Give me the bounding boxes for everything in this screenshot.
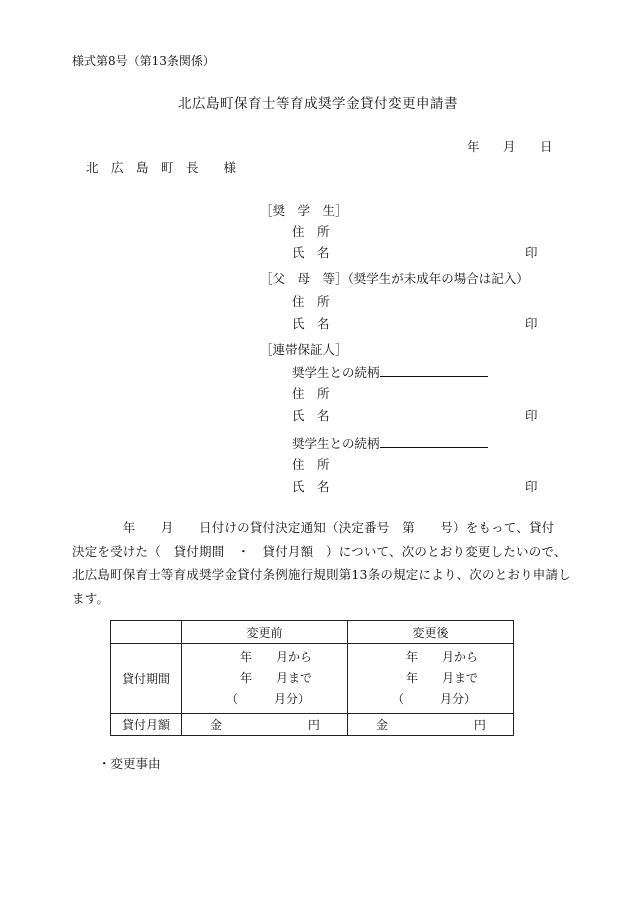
period-from: 年 月から [240, 650, 313, 664]
student-address-label: 住 所 [292, 224, 330, 239]
parent-address-label: 住 所 [292, 294, 330, 309]
period-before-cell [182, 644, 348, 714]
guarantor-seal-mark-1: 印 [525, 408, 538, 423]
relation-blank-line [380, 435, 488, 448]
change-table [110, 620, 514, 736]
guarantor-relation-1 [292, 364, 488, 380]
relation-label: 奨学生との続柄 [292, 436, 380, 451]
monthly-after-cell [348, 714, 514, 736]
change-reason-label: ・変更事由 [98, 756, 161, 771]
page-title: 北広島町保育士等育成奨学金貸付変更申請書 [178, 96, 458, 112]
period-to: 年 月まで [240, 671, 313, 685]
currency-prefix: 金 [376, 718, 389, 732]
period-months: （ 月分） [392, 692, 477, 706]
guarantor-label: ［連帯保証人］ [260, 342, 348, 357]
guarantor-name-label-2: 氏 名 [292, 479, 330, 494]
table-row-period [111, 644, 514, 714]
body-line: 北広島町保育士等育成奨学金貸付条例施行規則第13条の規定により、次のとおり申請し [72, 567, 571, 582]
monthly-before-cell [182, 714, 348, 736]
body-line: 決定を受けた（ 貸付期間 ・ 貸付月額 ）について、次のとおり変更したいので、 [72, 543, 567, 559]
currency-unit: 円 [473, 718, 486, 732]
guarantor-name-label-1: 氏 名 [292, 408, 330, 423]
student-seal-mark: 印 [525, 245, 538, 260]
student-label: ［奨 学 生］ [260, 203, 348, 218]
body-line: ます。 [72, 590, 110, 606]
student-name-label: 氏 名 [292, 245, 330, 260]
period-after-cell [348, 644, 514, 714]
date-month: 月 [503, 139, 516, 154]
date-year: 年 [467, 139, 480, 154]
header-cell-before: 変更前 [182, 621, 348, 644]
relation-blank-line [380, 364, 488, 377]
guarantor-relation-2 [292, 435, 488, 451]
currency-unit: 円 [307, 718, 320, 732]
currency-prefix: 金 [210, 718, 223, 732]
addressee: 北 広 島 町 長 様 [86, 160, 237, 175]
period-label: 貸付期間 [111, 644, 182, 714]
body-line: 年 月 日付けの貸付決定通知（決定番号 第 号）をもって、貸付 [72, 520, 555, 535]
parent-label: ［父 母 等］（奨学生が未成年の場合は記入） [260, 271, 529, 286]
guarantor-seal-mark-2: 印 [525, 479, 538, 494]
period-to: 年 月まで [406, 671, 479, 685]
body-paragraph [72, 516, 571, 610]
date-day: 日 [540, 139, 553, 154]
parent-name-label: 氏 名 [292, 316, 330, 331]
table-row-monthly [111, 714, 514, 736]
header-cell-empty [111, 621, 182, 644]
form-number: 様式第8号（第13条関係） [72, 54, 215, 68]
period-from: 年 月から [406, 650, 479, 664]
relation-label: 奨学生との続柄 [292, 365, 380, 380]
monthly-label: 貸付月額 [111, 714, 182, 736]
guarantor-address-label-2: 住 所 [292, 457, 330, 472]
period-months: （ 月分） [226, 692, 311, 706]
guarantor-address-label-1: 住 所 [292, 386, 330, 401]
parent-seal-mark: 印 [525, 316, 538, 331]
table-header-row [111, 621, 514, 644]
header-cell-after: 変更後 [348, 621, 514, 644]
